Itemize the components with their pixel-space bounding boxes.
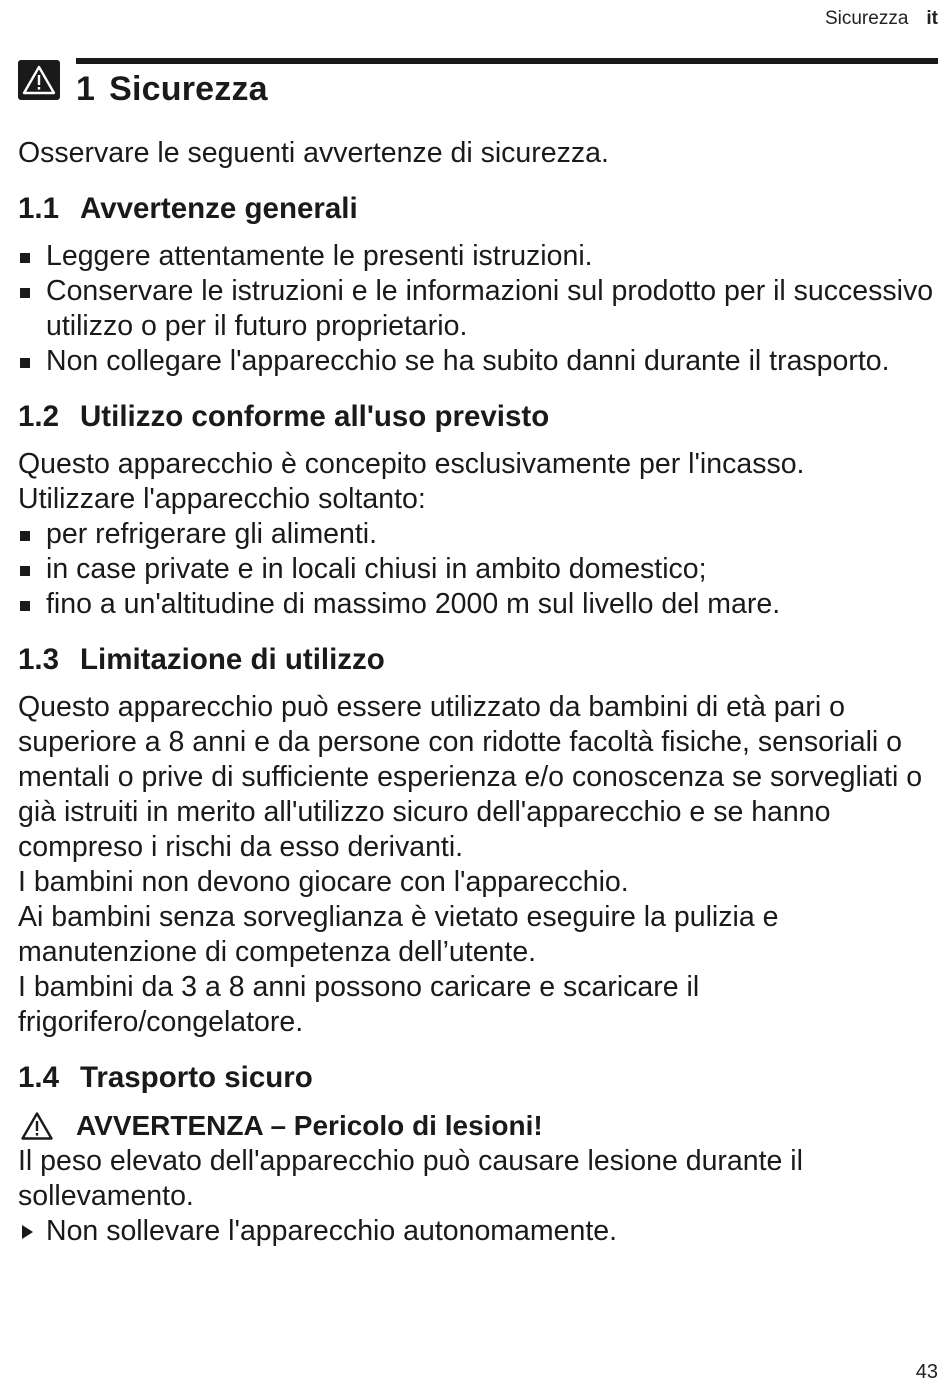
list-item-text: Conservare le istruzioni e le informazioni sul prodotto per il successivo utilizzo o per il futuro proprietario.	[46, 275, 934, 342]
page-number: 43	[915, 1361, 938, 1383]
section-heading	[18, 642, 936, 678]
list-item-text: fino a un'altitudine di massimo 2000 m sul livello del mare.	[46, 588, 781, 620]
chapter-title-text: Sicurezza	[109, 70, 268, 108]
warning-triangle-icon	[18, 60, 60, 100]
section-number: 1.2	[18, 400, 60, 433]
paragraph: Utilizzare l'apparecchio soltanto:	[18, 483, 426, 515]
instruction-step	[18, 1214, 936, 1249]
square-bullet-icon	[20, 253, 30, 263]
section-heading	[18, 399, 936, 435]
bullet-list	[18, 239, 936, 379]
list-item-text: Leggere attentamente le presenti istruzioni.	[46, 240, 593, 272]
step-text: Non sollevare l'apparecchio autonomamente.	[46, 1215, 618, 1247]
section-1-1	[18, 191, 936, 379]
section-title: Trasporto sicuro	[80, 1061, 313, 1094]
square-bullet-icon	[20, 601, 30, 611]
square-bullet-icon	[20, 566, 30, 576]
paragraph: I bambini non devono giocare con l'apparecchio.	[18, 866, 629, 898]
paragraph: Ai bambini senza sorveglianza è vietato eseguire la pulizia e manutenzione di competenza dell’utente.	[18, 901, 779, 968]
paragraph: Questo apparecchio può essere utilizzato da bambini di età pari o superiore a 8 anni e da persone con ridotte facoltà fisiche, sensoriali o mentali o prive di sufficiente esperienza e/o conoscenza se sorvegliati o già istruiti in merito all'utilizzo sicuro dell'apparecchio e se hanno compreso i rischi da esso derivanti.	[18, 691, 923, 863]
paragraph: Questo apparecchio è concepito esclusivamente per l'incasso.	[18, 448, 805, 480]
paragraph: I bambini da 3 a 8 anni possono caricare e scaricare il frigorifero/congelatore.	[18, 971, 700, 1038]
warning-callout	[18, 1108, 936, 1144]
section-heading	[18, 191, 936, 227]
list-item-text: in case private e in locali chiusi in ambito domestico;	[46, 553, 707, 585]
intro-text: Osservare le seguenti avvertenze di sicurezza.	[18, 137, 609, 169]
square-bullet-icon	[20, 358, 30, 368]
list-item	[18, 552, 936, 587]
chapter-title	[76, 70, 268, 109]
list-item	[18, 274, 936, 344]
section-title: Limitazione di utilizzo	[80, 643, 385, 676]
section-1-4	[18, 1060, 936, 1249]
list-item	[18, 344, 936, 379]
bullet-list	[18, 517, 936, 622]
running-header-section: Sicurezza	[824, 8, 909, 29]
section-1-3	[18, 642, 936, 1040]
main-content	[18, 136, 936, 1269]
list-item	[18, 517, 936, 552]
section-heading	[18, 1060, 936, 1096]
paragraph: Il peso elevato dell'apparecchio può causare lesione durante il sollevamento.	[18, 1145, 803, 1212]
section-title: Avvertenze generali	[80, 192, 358, 225]
square-bullet-icon	[20, 531, 30, 541]
section-number: 1.1	[18, 192, 60, 225]
chapter-number: 1	[76, 70, 96, 108]
chapter-rule	[76, 58, 938, 64]
running-header-lang: it	[926, 8, 938, 29]
step-arrow-icon	[22, 1225, 33, 1239]
list-item-text: Non collegare l'apparecchio se ha subito danni durante il trasporto.	[46, 345, 890, 377]
section-number: 1.4	[18, 1061, 60, 1094]
section-title: Utilizzo conforme all'uso previsto	[80, 400, 550, 433]
list-item	[18, 239, 936, 274]
running-header	[825, 8, 938, 30]
section-1-2	[18, 399, 936, 622]
warning-triangle-icon	[20, 1111, 54, 1141]
section-number: 1.3	[18, 643, 60, 676]
square-bullet-icon	[20, 288, 30, 298]
list-item-text: per refrigerare gli alimenti.	[46, 518, 378, 550]
warning-title: AVVERTENZA – Pericolo di lesioni!	[76, 1110, 543, 1141]
list-item	[18, 587, 936, 622]
